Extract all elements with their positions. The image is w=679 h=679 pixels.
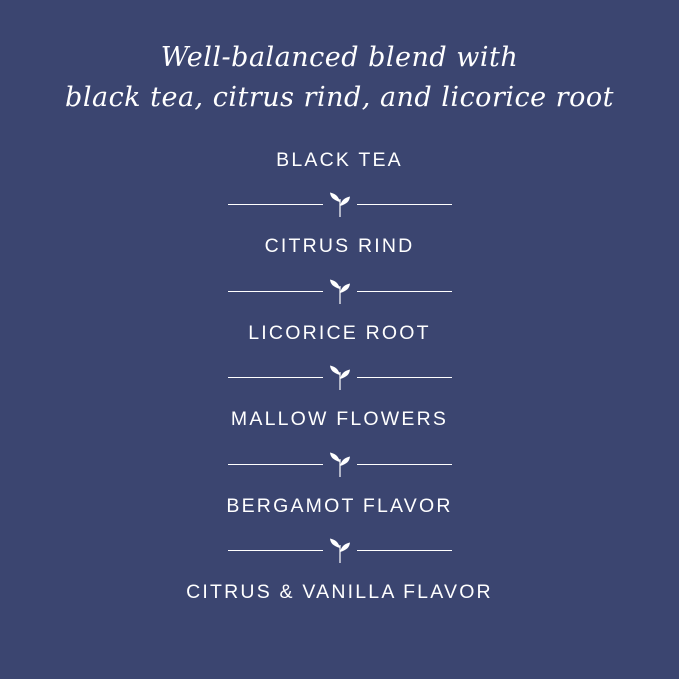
headline-line-2: black tea, citrus rind, and licorice root xyxy=(65,81,614,113)
divider xyxy=(228,447,452,481)
list-item: MALLOW FLOWERS xyxy=(230,408,449,431)
list-item: BERGAMOT FLAVOR xyxy=(226,494,453,517)
list-item: CITRUS & VANILLA FLAVOR xyxy=(186,581,493,604)
headline-line-1: Well-balanced blend with xyxy=(160,42,519,73)
leaf-icon xyxy=(323,274,357,308)
leaf-icon xyxy=(323,360,357,394)
divider xyxy=(228,533,452,567)
leaf-icon xyxy=(323,533,357,567)
divider xyxy=(228,187,452,221)
list-item: CITRUS RIND xyxy=(264,235,415,258)
list-item: BLACK TEA xyxy=(276,148,403,171)
ingredient-list xyxy=(0,150,679,604)
leaf-icon xyxy=(323,187,357,221)
headline xyxy=(40,38,640,118)
divider xyxy=(228,360,452,394)
list-item: LICORICE ROOT xyxy=(248,321,431,344)
divider xyxy=(228,274,452,308)
leaf-icon xyxy=(323,447,357,481)
